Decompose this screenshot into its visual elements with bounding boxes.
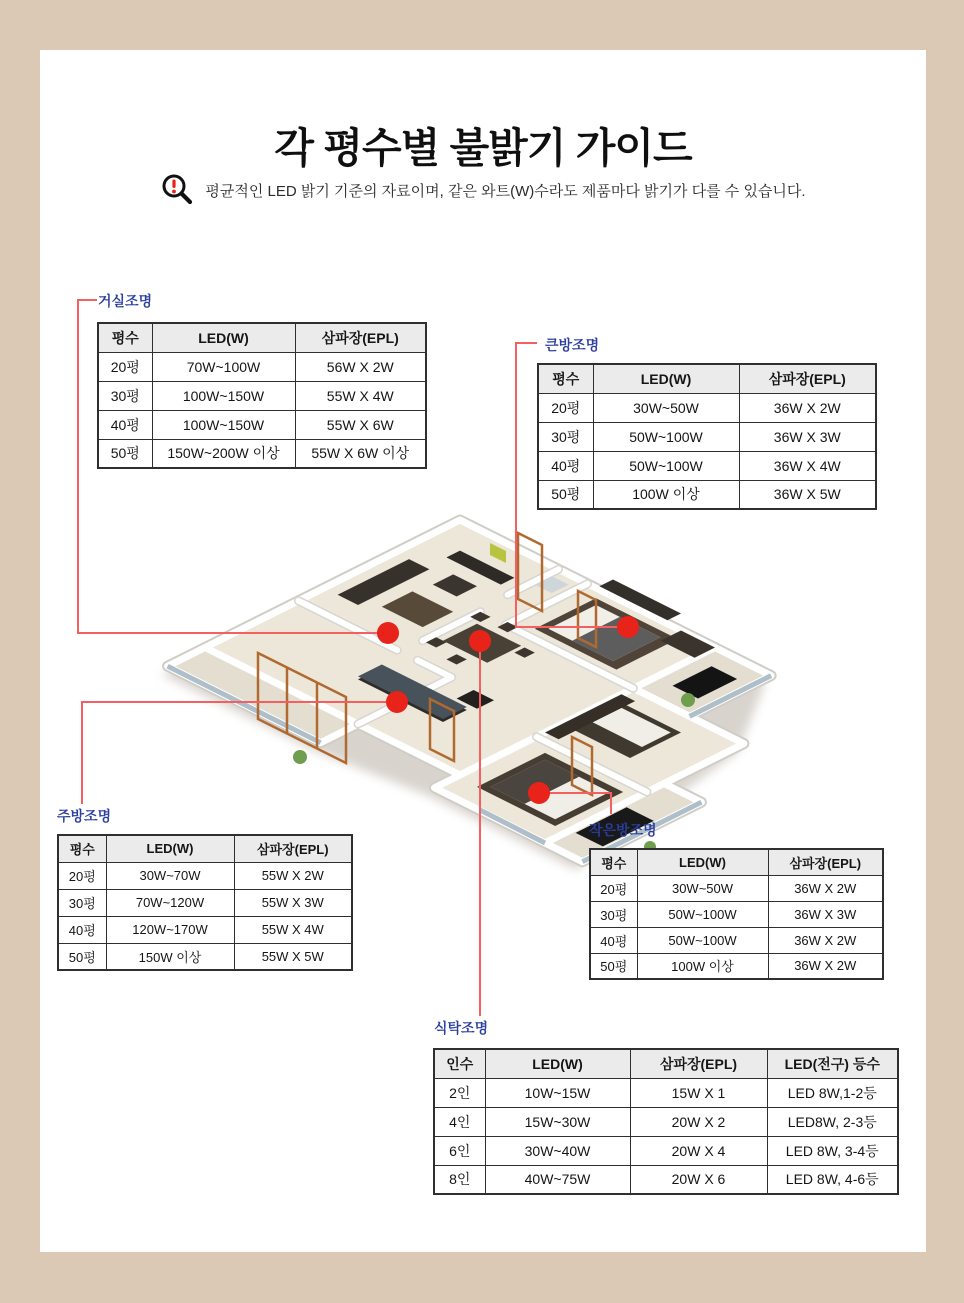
column-header: LED(전구) 등수 [767,1049,898,1078]
connector-kitchen [81,701,83,804]
header-row [590,849,883,875]
kitchen-light-dot [386,691,408,713]
section-big-room-lighting [537,335,877,510]
table-cell: 40평 [98,410,152,439]
dining-lighting-table [433,1048,899,1195]
column-header: 평수 [590,849,637,875]
page-title: 각 평수별 불밝기 가이드 [274,125,692,172]
table-row [58,916,352,943]
connector-living [77,299,97,301]
table-row [98,381,426,410]
table-cell: 20평 [590,875,637,901]
table-cell: 36W X 3W [739,422,876,451]
table-cell: 20W X 2 [630,1107,767,1136]
table-row [538,451,876,480]
table-cell: 55W X 3W [234,889,352,916]
column-header: 평수 [538,364,593,393]
section-small-room-lighting [589,820,884,980]
column-header: LED(W) [593,364,739,393]
table-cell: 36W X 3W [768,901,883,927]
table-row [538,422,876,451]
table-row [434,1165,898,1194]
dining-light-dot [469,630,491,652]
table-cell: 20W X 4 [630,1136,767,1165]
connector-bigroom [515,342,517,627]
table-row [538,393,876,422]
table-cell: LED 8W,1-2등 [767,1078,898,1107]
table-cell: 20평 [538,393,593,422]
table-cell: 30평 [590,901,637,927]
table-row [590,901,883,927]
table-cell: 8인 [434,1165,485,1194]
table-cell: 4인 [434,1107,485,1136]
kitchen-lighting-table [57,834,353,971]
notice-row [40,172,926,208]
table-cell: 150W~200W 이상 [152,439,295,468]
table-cell: 150W 이상 [106,943,234,970]
header-row [98,323,426,352]
header-row [434,1049,898,1078]
table-row [98,410,426,439]
table-cell: 10W~15W [485,1078,630,1107]
small-room-light-dot [528,782,550,804]
table-cell: 50평 [58,943,106,970]
column-header: LED(W) [637,849,768,875]
table-row [538,480,876,509]
table-cell: 30평 [538,422,593,451]
table-cell: 40평 [590,927,637,953]
table-cell: 36W X 2W [768,927,883,953]
table-row [58,889,352,916]
column-header: 평수 [58,835,106,862]
table-cell: 40W~75W [485,1165,630,1194]
table-cell: 30W~40W [485,1136,630,1165]
table-cell: 36W X 2W [768,875,883,901]
table-cell: 50W~100W [637,927,768,953]
table-cell: 36W X 2W [739,393,876,422]
table-cell: 55W X 5W [234,943,352,970]
table-row [590,953,883,979]
table-row [434,1078,898,1107]
table-cell: 55W X 4W [295,381,426,410]
table-cell: 50W~100W [593,451,739,480]
kitchen-lighting-label: 주방조명 [57,808,112,824]
living-room-light-dot [377,622,399,644]
table-cell: LED 8W, 3-4등 [767,1136,898,1165]
section-dining-lighting [433,1018,899,1195]
table-row [590,875,883,901]
connector-dining [479,641,481,1016]
table-cell: 30평 [58,889,106,916]
table-cell: 30W~50W [637,875,768,901]
column-header: 삼파장(EPL) [739,364,876,393]
table-cell: 50W~100W [637,901,768,927]
table-row [434,1136,898,1165]
column-header: 삼파장(EPL) [768,849,883,875]
table-cell: 55W X 2W [234,862,352,889]
table-cell: 15W X 1 [630,1078,767,1107]
column-header: LED(W) [106,835,234,862]
table-cell: 55W X 6W 이상 [295,439,426,468]
table-cell: 120W~170W [106,916,234,943]
big-room-lighting-label: 큰방조명 [545,337,600,353]
connector-smallroom [610,792,612,814]
column-header: LED(W) [152,323,295,352]
table-row [98,439,426,468]
table-cell: LED 8W, 4-6등 [767,1165,898,1194]
table-cell: 70W~100W [152,352,295,381]
table-cell: 15W~30W [485,1107,630,1136]
table-row [590,927,883,953]
column-header: 평수 [98,323,152,352]
table-row [98,352,426,381]
header-row [538,364,876,393]
small-room-lighting-label: 작은방조명 [589,822,657,838]
connector-living [77,299,79,633]
notice-text: 평균적인 LED 밝기 기준의 자료이며, 같은 와트(W)수라도 제품마다 밝기가 다를 수 있습니다. [205,182,806,200]
connector-bigroom [515,342,537,344]
table-row [58,943,352,970]
table-cell: 20W X 6 [630,1165,767,1194]
table-row [58,862,352,889]
table-cell: 50W~100W [593,422,739,451]
table-cell: 30W~50W [593,393,739,422]
table-cell: 100W~150W [152,410,295,439]
table-cell: 30W~70W [106,862,234,889]
column-header: 삼파장(EPL) [630,1049,767,1078]
table-cell: 100W 이상 [593,480,739,509]
living-lighting-table [97,322,427,469]
column-header: 삼파장(EPL) [234,835,352,862]
table-cell: 55W X 6W [295,410,426,439]
table-cell: 40평 [58,916,106,943]
section-kitchen-lighting [57,806,353,971]
section-living-room-lighting [97,291,427,469]
connector-living [77,632,388,634]
table-cell: 2인 [434,1078,485,1107]
dining-lighting-label: 식탁조명 [434,1020,489,1036]
living-lighting-label: 거실조명 [98,293,153,309]
table-cell: 70W~120W [106,889,234,916]
table-cell: 20평 [58,862,106,889]
table-cell: 55W X 4W [234,916,352,943]
column-header: 삼파장(EPL) [295,323,426,352]
table-cell: 20평 [98,352,152,381]
table-cell: LED8W, 2-3등 [767,1107,898,1136]
small-room-lighting-table [589,848,884,980]
table-cell: 40평 [538,451,593,480]
table-cell: 50평 [98,439,152,468]
big-room-light-dot [617,616,639,638]
table-row [434,1107,898,1136]
connector-kitchen [81,701,397,703]
table-cell: 36W X 5W [739,480,876,509]
header-row [58,835,352,862]
table-cell: 30평 [98,381,152,410]
column-header: 인수 [434,1049,485,1078]
table-cell: 50평 [590,953,637,979]
connector-bigroom [515,626,628,628]
table-cell: 50평 [538,480,593,509]
column-header: LED(W) [485,1049,630,1078]
table-cell: 100W~150W [152,381,295,410]
table-cell: 56W X 2W [295,352,426,381]
table-cell: 6인 [434,1136,485,1165]
table-cell: 36W X 4W [739,451,876,480]
magnifier-exclamation-icon [160,172,196,208]
big-room-lighting-table [537,363,877,510]
table-cell: 100W 이상 [637,953,768,979]
table-cell: 36W X 2W [768,953,883,979]
